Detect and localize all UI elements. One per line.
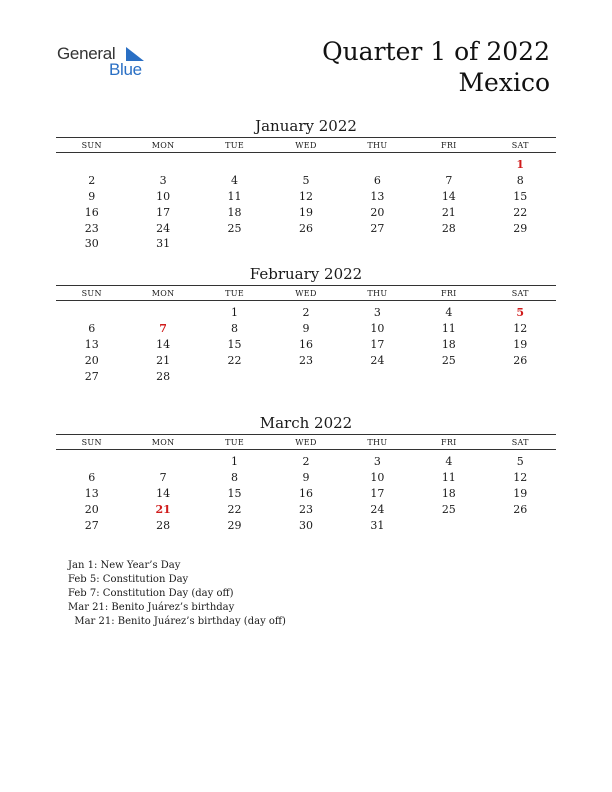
- day-cell: 28: [156, 369, 171, 383]
- weekday-label: FRI: [441, 288, 457, 298]
- day-cell: 7: [159, 471, 167, 485]
- day-cell: 19: [513, 337, 528, 351]
- day-cell: 17: [370, 486, 385, 500]
- day-cell: 19: [298, 205, 313, 219]
- month-title: March 2022: [259, 414, 353, 432]
- day-cell: 6: [373, 174, 381, 188]
- day-cell: 22: [513, 205, 528, 219]
- day-cell: 27: [84, 369, 99, 383]
- weekday-label: THU: [367, 140, 388, 150]
- day-cell: 17: [370, 337, 385, 351]
- day-cell: 14: [156, 486, 171, 500]
- holiday-item: Feb 5: Constitution Day: [68, 574, 189, 585]
- weekday-label: SUN: [81, 437, 102, 447]
- day-cell: 28: [441, 221, 456, 235]
- day-cell: 29: [227, 518, 242, 532]
- day-cell: 7: [445, 174, 453, 188]
- day-cell: 4: [445, 306, 453, 320]
- month-february: [56, 264, 556, 384]
- day-cell: 25: [441, 502, 456, 516]
- day-cell: 20: [84, 353, 99, 367]
- day-cell: 20: [370, 205, 385, 219]
- day-cell: 6: [88, 322, 96, 336]
- day-cell: 18: [227, 205, 242, 219]
- day-cell: 12: [513, 471, 528, 485]
- week-row: [56, 501, 556, 517]
- day-cell: 2: [302, 306, 310, 320]
- weekday-label: SAT: [511, 140, 529, 150]
- month-grid: [56, 454, 556, 533]
- day-cell: 5: [516, 455, 524, 469]
- holiday-item: Mar 21: Benito Juárez’s birthday (day off): [68, 616, 286, 627]
- week-row: [56, 517, 556, 533]
- day-cell: 14: [441, 189, 456, 203]
- day-cell: 27: [370, 221, 385, 235]
- weekday-label: MON: [151, 437, 175, 447]
- day-cell: 25: [227, 221, 242, 235]
- holiday-item: Feb 7: Constitution Day (day off): [68, 588, 234, 599]
- day-cell: 18: [441, 337, 456, 351]
- month-grid: [56, 305, 556, 384]
- month-grid: [56, 157, 556, 252]
- week-row: [56, 173, 556, 189]
- day-cell: 1: [231, 306, 239, 320]
- day-cell: 30: [298, 518, 313, 532]
- weekday-header: [56, 285, 556, 301]
- weekday-label: THU: [367, 288, 388, 298]
- day-cell: 24: [370, 502, 385, 516]
- day-cell: 28: [156, 518, 171, 532]
- day-cell: 30: [84, 237, 99, 251]
- day-cell: 10: [156, 189, 171, 203]
- weekday-label: THU: [367, 437, 388, 447]
- holiday-day-cell: 5: [516, 306, 525, 320]
- weekday-header: [56, 434, 556, 450]
- day-cell: 18: [441, 486, 456, 500]
- day-cell: 6: [88, 471, 96, 485]
- day-cell: 21: [156, 353, 171, 367]
- weekday-label: FRI: [441, 437, 457, 447]
- day-cell: 9: [88, 189, 96, 203]
- logo-blue-text: Blue: [109, 60, 142, 79]
- day-cell: 31: [156, 237, 171, 251]
- weekday-header: [56, 137, 556, 153]
- weekday-label: SUN: [81, 288, 102, 298]
- day-cell: 4: [231, 174, 239, 188]
- day-cell: 9: [302, 471, 310, 485]
- day-cell: 24: [370, 353, 385, 367]
- day-cell: 22: [227, 502, 242, 516]
- weekday-label: TUE: [225, 288, 244, 298]
- holiday-item: Mar 21: Benito Juárez’s birthday: [68, 602, 235, 613]
- day-cell: 31: [370, 518, 385, 532]
- day-cell: 29: [513, 221, 528, 235]
- day-cell: 5: [302, 174, 310, 188]
- day-cell: 16: [84, 205, 99, 219]
- holiday-day-cell: 21: [155, 502, 171, 516]
- week-row: [56, 337, 556, 353]
- day-cell: 20: [84, 502, 99, 516]
- day-cell: 26: [298, 221, 313, 235]
- day-cell: 2: [88, 174, 96, 188]
- month-title: January 2022: [255, 117, 357, 135]
- day-cell: 10: [370, 471, 385, 485]
- day-cell: 27: [84, 518, 99, 532]
- day-cell: 23: [298, 353, 313, 367]
- day-cell: 23: [298, 502, 313, 516]
- weekday-label: SAT: [511, 437, 529, 447]
- day-cell: 12: [298, 189, 313, 203]
- day-cell: 24: [156, 221, 171, 235]
- weekday-label: FRI: [441, 140, 457, 150]
- day-cell: 8: [516, 174, 524, 188]
- day-cell: 15: [513, 189, 528, 203]
- day-cell: 16: [298, 337, 313, 351]
- week-row: [56, 220, 556, 236]
- logo-general-text: General: [57, 44, 116, 63]
- week-row: [56, 352, 556, 368]
- title-country: Mexico: [458, 68, 550, 97]
- day-cell: 11: [227, 189, 242, 203]
- weekday-label: TUE: [225, 437, 244, 447]
- day-cell: 4: [445, 455, 453, 469]
- day-cell: 3: [373, 306, 381, 320]
- weekday-label: WED: [295, 288, 317, 298]
- day-cell: 23: [84, 221, 99, 235]
- month-january: [56, 116, 556, 252]
- day-cell: 14: [156, 337, 171, 351]
- week-row: [56, 157, 556, 173]
- title-quarter: Quarter 1 of 2022: [322, 37, 550, 66]
- day-cell: 15: [227, 337, 242, 351]
- day-cell: 10: [370, 322, 385, 336]
- week-row: [56, 486, 556, 502]
- day-cell: 19: [513, 486, 528, 500]
- logo: [57, 44, 157, 80]
- day-cell: 13: [84, 486, 99, 500]
- day-cell: 15: [227, 486, 242, 500]
- weekday-label: SUN: [81, 140, 102, 150]
- day-cell: 8: [231, 471, 239, 485]
- weekday-label: WED: [295, 140, 317, 150]
- week-row: [56, 204, 556, 220]
- day-cell: 2: [302, 455, 310, 469]
- holiday-day-cell: 7: [159, 322, 167, 336]
- day-cell: 13: [84, 337, 99, 351]
- week-row: [56, 305, 556, 321]
- weekday-label: WED: [295, 437, 317, 447]
- week-row: [56, 236, 556, 252]
- day-cell: 13: [370, 189, 385, 203]
- day-cell: 3: [373, 455, 381, 469]
- day-cell: 26: [513, 353, 528, 367]
- day-cell: 1: [231, 455, 239, 469]
- week-row: [56, 189, 556, 205]
- day-cell: 11: [441, 322, 456, 336]
- page-title: [322, 36, 550, 98]
- weekday-label: MON: [151, 140, 175, 150]
- month-march: [56, 413, 556, 533]
- week-row: [56, 321, 556, 337]
- day-cell: 22: [227, 353, 242, 367]
- weekday-label: SAT: [511, 288, 529, 298]
- day-cell: 11: [441, 471, 456, 485]
- holiday-list: [68, 559, 286, 629]
- day-cell: 12: [513, 322, 528, 336]
- day-cell: 9: [302, 322, 310, 336]
- holiday-day-cell: 1: [516, 158, 525, 172]
- day-cell: 21: [441, 205, 456, 219]
- week-row: [56, 368, 556, 384]
- day-cell: 3: [159, 174, 167, 188]
- day-cell: 26: [513, 502, 528, 516]
- month-title: February 2022: [249, 265, 363, 283]
- holiday-item: Jan 1: New Year’s Day: [68, 560, 181, 571]
- weekday-label: MON: [151, 288, 175, 298]
- week-row: [56, 454, 556, 470]
- day-cell: 25: [441, 353, 456, 367]
- weekday-label: TUE: [225, 140, 244, 150]
- day-cell: 8: [231, 322, 239, 336]
- day-cell: 17: [156, 205, 171, 219]
- week-row: [56, 470, 556, 486]
- day-cell: 16: [298, 486, 313, 500]
